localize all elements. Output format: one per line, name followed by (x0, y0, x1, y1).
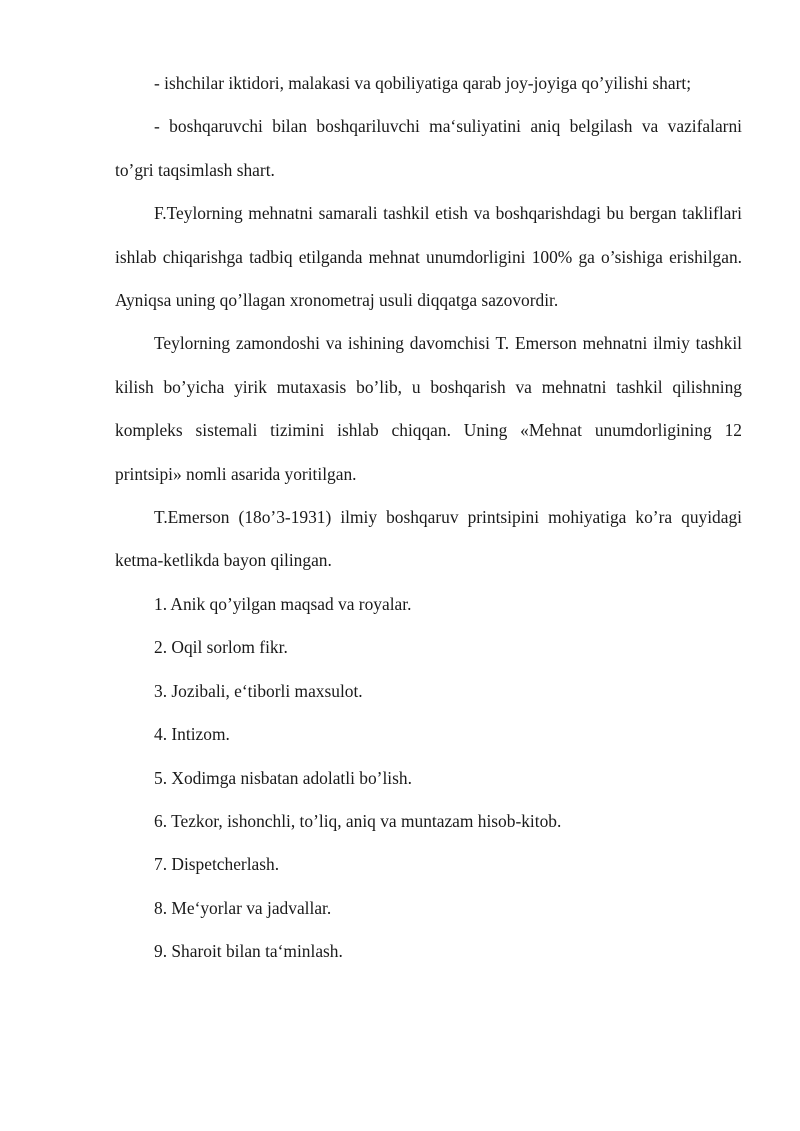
paragraph-requirement-placement: - ishchilar iktidori, malakasi va qobiliyatiga qarab joy-joyiga qo’yilishi shart; (154, 73, 692, 93)
list-item: 1. Anik qo’yilgan maqsad va royalar. (154, 593, 412, 614)
list-item: 8. Me‘yorlar va jadvallar. (154, 897, 332, 918)
list-item: 4. Intizom. (154, 724, 230, 745)
principles-list (115, 583, 742, 974)
list-item: 6. Tezkor, ishonchli, to’liq, aniq va muntazam hisob-kitob. (154, 810, 562, 831)
document-page (115, 62, 742, 974)
list-item: 2. Oqil sorlom fikr. (154, 637, 288, 658)
paragraph-emerson-intro: Teylorning zamondoshi va ishining davomchisi T. Emerson mehnatni ilmiy tashkil kilish bo’yicha yirik mutaxasis bo’lib, u boshqarish va mehnatni tashkil qilishning kompleks sistemali tizimini ishlab chiqqan. Uning «Mehnat unumdorligining 12 printsipi» nomli asarida yoritilgan. (115, 333, 742, 484)
paragraph-taylor-results: F.Teylorning mehnatni samarali tashkil etish va boshqarishdagi bu bergan takliflari ishlab chiqarishga tadbiq etilganda mehnat unumdorligini 100% ga o’sishiga erishilgan. Ayniqsa uning qo’llagan xronometraj usuli diqqatga sazovordir. (115, 203, 742, 311)
list-item: 7. Dispetcherlash. (154, 854, 280, 875)
list-item: 3. Jozibali, e‘tiborli maxsulot. (154, 680, 363, 701)
paragraph-emerson-principles-intro: T.Emerson (18o’3-1931) ilmiy boshqaruv printsipini mohiyatiga ko’ra quyidagi ketma-ketlikda bayon qilingan. (115, 507, 742, 571)
list-item: 5. Xodimga nisbatan adolatli bo’lish. (154, 767, 412, 788)
list-item: 9. Sharoit bilan ta‘minlash. (154, 941, 343, 962)
paragraph-requirement-responsibility: - boshqaruvchi bilan boshqariluvchi ma‘suliyatini aniq belgilash va vazifalarni to’gri taqsimlash shart. (115, 116, 742, 180)
